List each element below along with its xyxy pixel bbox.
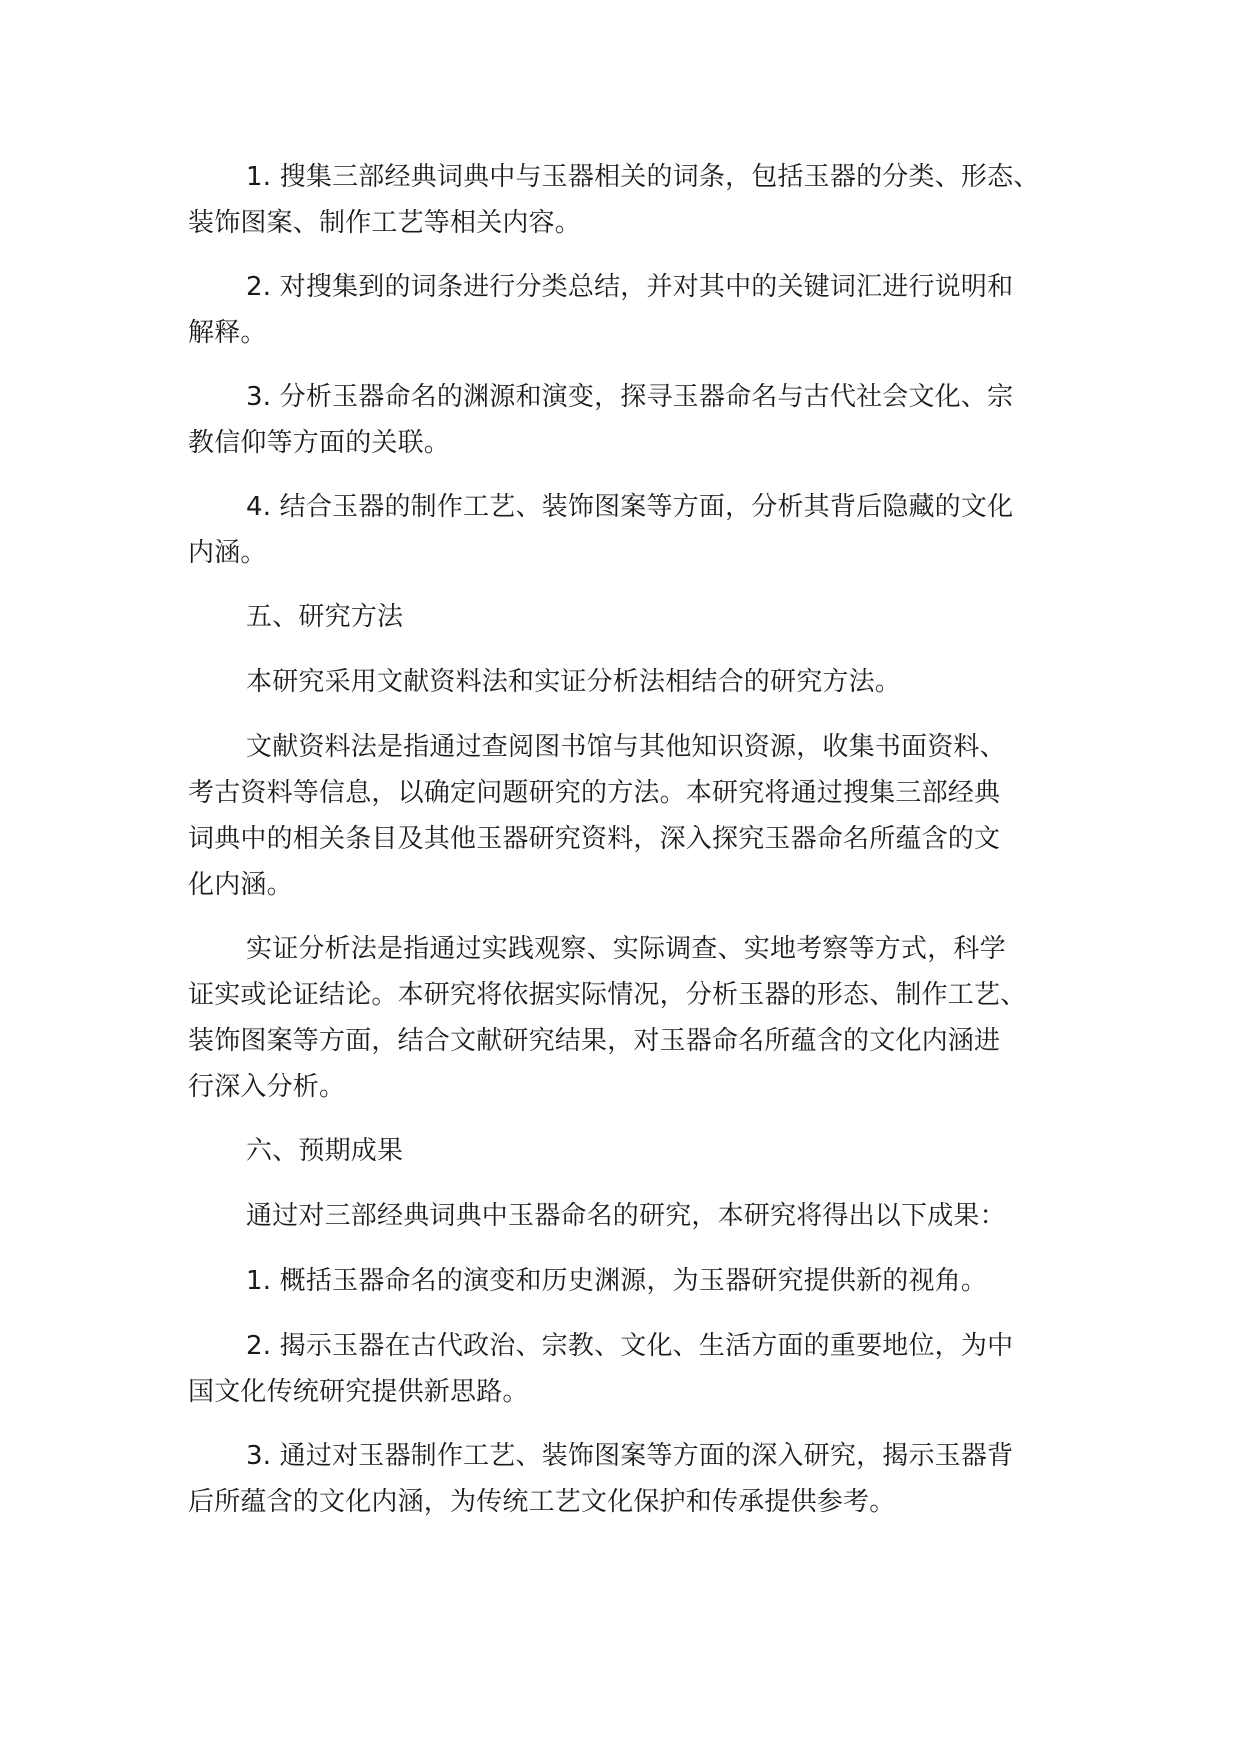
text-line: 通过对三部经典词典中玉器命名的研究，本研究将得出以下成果： <box>246 1201 1006 1231</box>
text-line: 内涵。 <box>188 538 267 568</box>
text-line: 后所蕴含的文化内涵，为传统工艺文化保护和传承提供参考。 <box>188 1487 896 1517</box>
paragraph-results-intro <box>188 1193 1088 1239</box>
list-item-2-classify-entries <box>188 264 1088 356</box>
heading-text: 五、研究方法 <box>246 602 404 632</box>
list-item-3-analyze-naming <box>188 374 1088 466</box>
list-item-4-cultural-meaning <box>188 484 1088 576</box>
text-line: 词典中的相关条目及其他玉器研究资料，深入探究玉器命名所蕴含的文 <box>188 824 1001 854</box>
paragraph-empirical-method <box>188 926 1088 1110</box>
text-line: 3. 分析玉器命名的渊源和演变，探寻玉器命名与古代社会文化、宗 <box>246 382 1014 412</box>
text-line: 2. 对搜集到的词条进行分类总结，并对其中的关键词汇进行说明和 <box>246 272 1014 302</box>
text-line: 1. 搜集三部经典词典中与玉器相关的词条，包括玉器的分类、形态、 <box>246 162 1040 192</box>
text-line: 装饰图案、制作工艺等相关内容。 <box>188 208 582 238</box>
text-line: 国文化传统研究提供新思路。 <box>188 1377 529 1407</box>
paragraph-literature-method <box>188 724 1088 908</box>
section-heading-expected-results <box>188 1128 1088 1174</box>
text-line: 实证分析法是指通过实践观察、实际调查、实地考察等方式，科学 <box>246 934 1006 964</box>
text-line: 教信仰等方面的关联。 <box>188 428 451 458</box>
text-line: 化内涵。 <box>188 870 293 900</box>
paragraph-methods-intro <box>188 659 1088 705</box>
text-line: 证实或论证结论。本研究将依据实际情况，分析玉器的形态、制作工艺、 <box>188 980 1027 1010</box>
text-line: 文献资料法是指通过查阅图书馆与其他知识资源，收集书面资料、 <box>246 732 1006 762</box>
section-heading-research-methods <box>188 594 1088 640</box>
text-line: 本研究采用文献资料法和实证分析法相结合的研究方法。 <box>246 667 902 697</box>
result-item-1 <box>188 1258 1088 1304</box>
text-line: 4. 结合玉器的制作工艺、装饰图案等方面，分析其背后隐藏的文化 <box>246 492 1014 522</box>
text-line: 1. 概括玉器命名的演变和历史渊源，为玉器研究提供新的视角。 <box>246 1266 988 1296</box>
text-line: 考古资料等信息，以确定问题研究的方法。本研究将通过搜集三部经典 <box>188 778 1001 808</box>
text-line: 解释。 <box>188 318 267 348</box>
heading-text: 六、预期成果 <box>246 1136 404 1166</box>
list-item-1-collect-entries <box>188 154 1088 246</box>
text-line: 行深入分析。 <box>188 1072 346 1102</box>
result-item-2 <box>188 1323 1088 1415</box>
text-line: 2. 揭示玉器在古代政治、宗教、文化、生活方面的重要地位，为中 <box>246 1331 1014 1361</box>
text-line: 3. 通过对玉器制作工艺、装饰图案等方面的深入研究，揭示玉器背 <box>246 1441 1014 1471</box>
result-item-3 <box>188 1433 1088 1525</box>
text-line: 装饰图案等方面，结合文献研究结果，对玉器命名所蕴含的文化内涵进 <box>188 1026 1001 1056</box>
